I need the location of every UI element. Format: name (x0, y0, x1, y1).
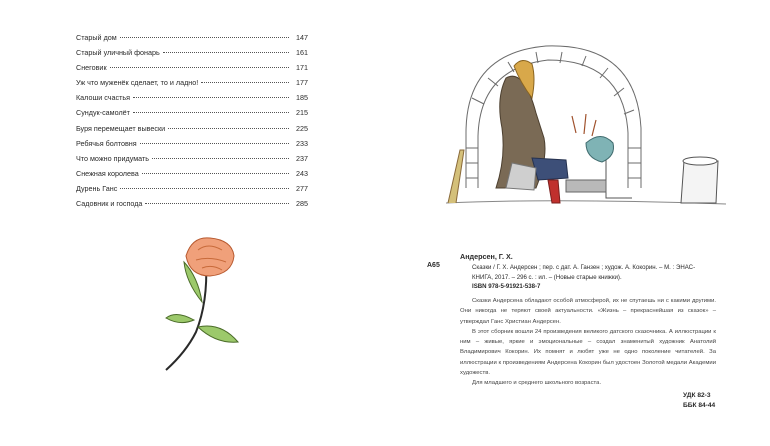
toc-entry (76, 33, 308, 48)
illustration-arch-scene (436, 38, 736, 218)
toc-entry-page: 185 (296, 93, 308, 103)
toc-entry (76, 78, 308, 93)
toc-leader-dots (133, 97, 289, 98)
annotation-paragraph: Для младшего и среднего школьного возраста. (472, 380, 602, 387)
udc-code: УДК 82-3 (683, 392, 711, 399)
toc-entry-page: 243 (296, 168, 308, 178)
bibliographic-record: Сказки / Г. Х. Андерсен ; пер. с дат. А. Ганзен ; худож. А. Кокорин. – М. : ЭНАС-КНИГА, 2017. – 296 с. : ил. – (Новые старые книжки). (472, 264, 696, 281)
toc-leader-dots (140, 143, 289, 144)
table-of-contents (76, 33, 308, 214)
toc-entry-title: Снеговик (76, 63, 107, 73)
toc-entry (76, 184, 308, 199)
annotation (460, 296, 716, 389)
toc-entry-page: 147 (296, 33, 308, 42)
toc-entry-page: 215 (296, 108, 308, 118)
toc-entry-title: Сундук-самолёт (76, 108, 130, 118)
toc-entry (76, 63, 308, 78)
toc-entry-page: 171 (296, 63, 308, 73)
toc-entry-title: Снежная королева (76, 168, 139, 178)
toc-entry-title: Садовник и господа (76, 199, 143, 209)
toc-entry-title: Калоши счастья (76, 93, 131, 103)
toc-entry-page: 285 (296, 199, 308, 209)
toc-leader-dots (120, 37, 289, 38)
toc-entry-title: Старый дом (76, 33, 117, 42)
toc-leader-dots (163, 52, 289, 53)
annotation-paragraph: В этот сборник вошли 24 произведения великого датского сказочника. А иллюстрации к ним – живые, яркие и эмоциональные – создал знаменитый художник Анатолий Владимирович Кокорин. Их помнят и любят уже не одно поколение читателей. За иллюстрации к произведениям Андерсена Кокорин был удостоен Золотой медали Академии художеств. (460, 328, 716, 377)
toc-entry-title: Буря перемещает вывески (76, 123, 166, 133)
toc-leader-dots (142, 173, 289, 174)
toc-entry-title: Дурень Ганс (76, 183, 118, 193)
author-heading: Андерсен, Г. Х. (460, 252, 513, 261)
toc-leader-dots (168, 128, 289, 129)
toc-leader-dots (145, 203, 289, 204)
toc-entry (76, 154, 308, 169)
toc-leader-dots (152, 158, 289, 159)
illustration-rose (136, 232, 256, 382)
toc-leader-dots (120, 188, 289, 189)
toc-entry (76, 169, 308, 184)
bbk-code: ББК 84-44 (683, 402, 716, 409)
toc-entry (76, 139, 308, 154)
toc-entry-title: Ребячья болтовня (76, 138, 137, 148)
toc-entry-title: Старый уличный фонарь (76, 48, 160, 58)
toc-entry-page: 177 (296, 78, 308, 88)
toc-entry-page: 233 (296, 138, 308, 148)
toc-entry-page: 225 (296, 123, 308, 133)
toc-entry (76, 48, 308, 63)
udc-bbk-codes (683, 391, 715, 411)
toc-entry (76, 108, 308, 123)
toc-entry-title: Уж что муженёк сделает, то и ладно! (76, 78, 199, 88)
annotation-paragraph: Сказки Андерсена обладают особой атмосферой, их не спутаешь ни с какими другими. Они никогда не теряют своей актуальности. «Жизнь – прекраснейшая из сказок» – утверждал Ганс Христиан Андерсен. (460, 298, 716, 325)
toc-leader-dots (201, 82, 289, 83)
toc-entry (76, 124, 308, 139)
toc-entry-page: 161 (296, 48, 308, 58)
toc-entry (76, 199, 308, 214)
toc-entry-title: Что можно придумать (76, 153, 150, 163)
toc-leader-dots (133, 112, 289, 113)
toc-entry-page: 237 (296, 153, 308, 163)
toc-entry-page: 277 (296, 183, 308, 193)
isbn: ISBN 978-5-91921-538-7 (472, 283, 541, 290)
toc-entry (76, 93, 308, 108)
classification-code: А65 (427, 262, 440, 269)
toc-leader-dots (110, 67, 289, 68)
